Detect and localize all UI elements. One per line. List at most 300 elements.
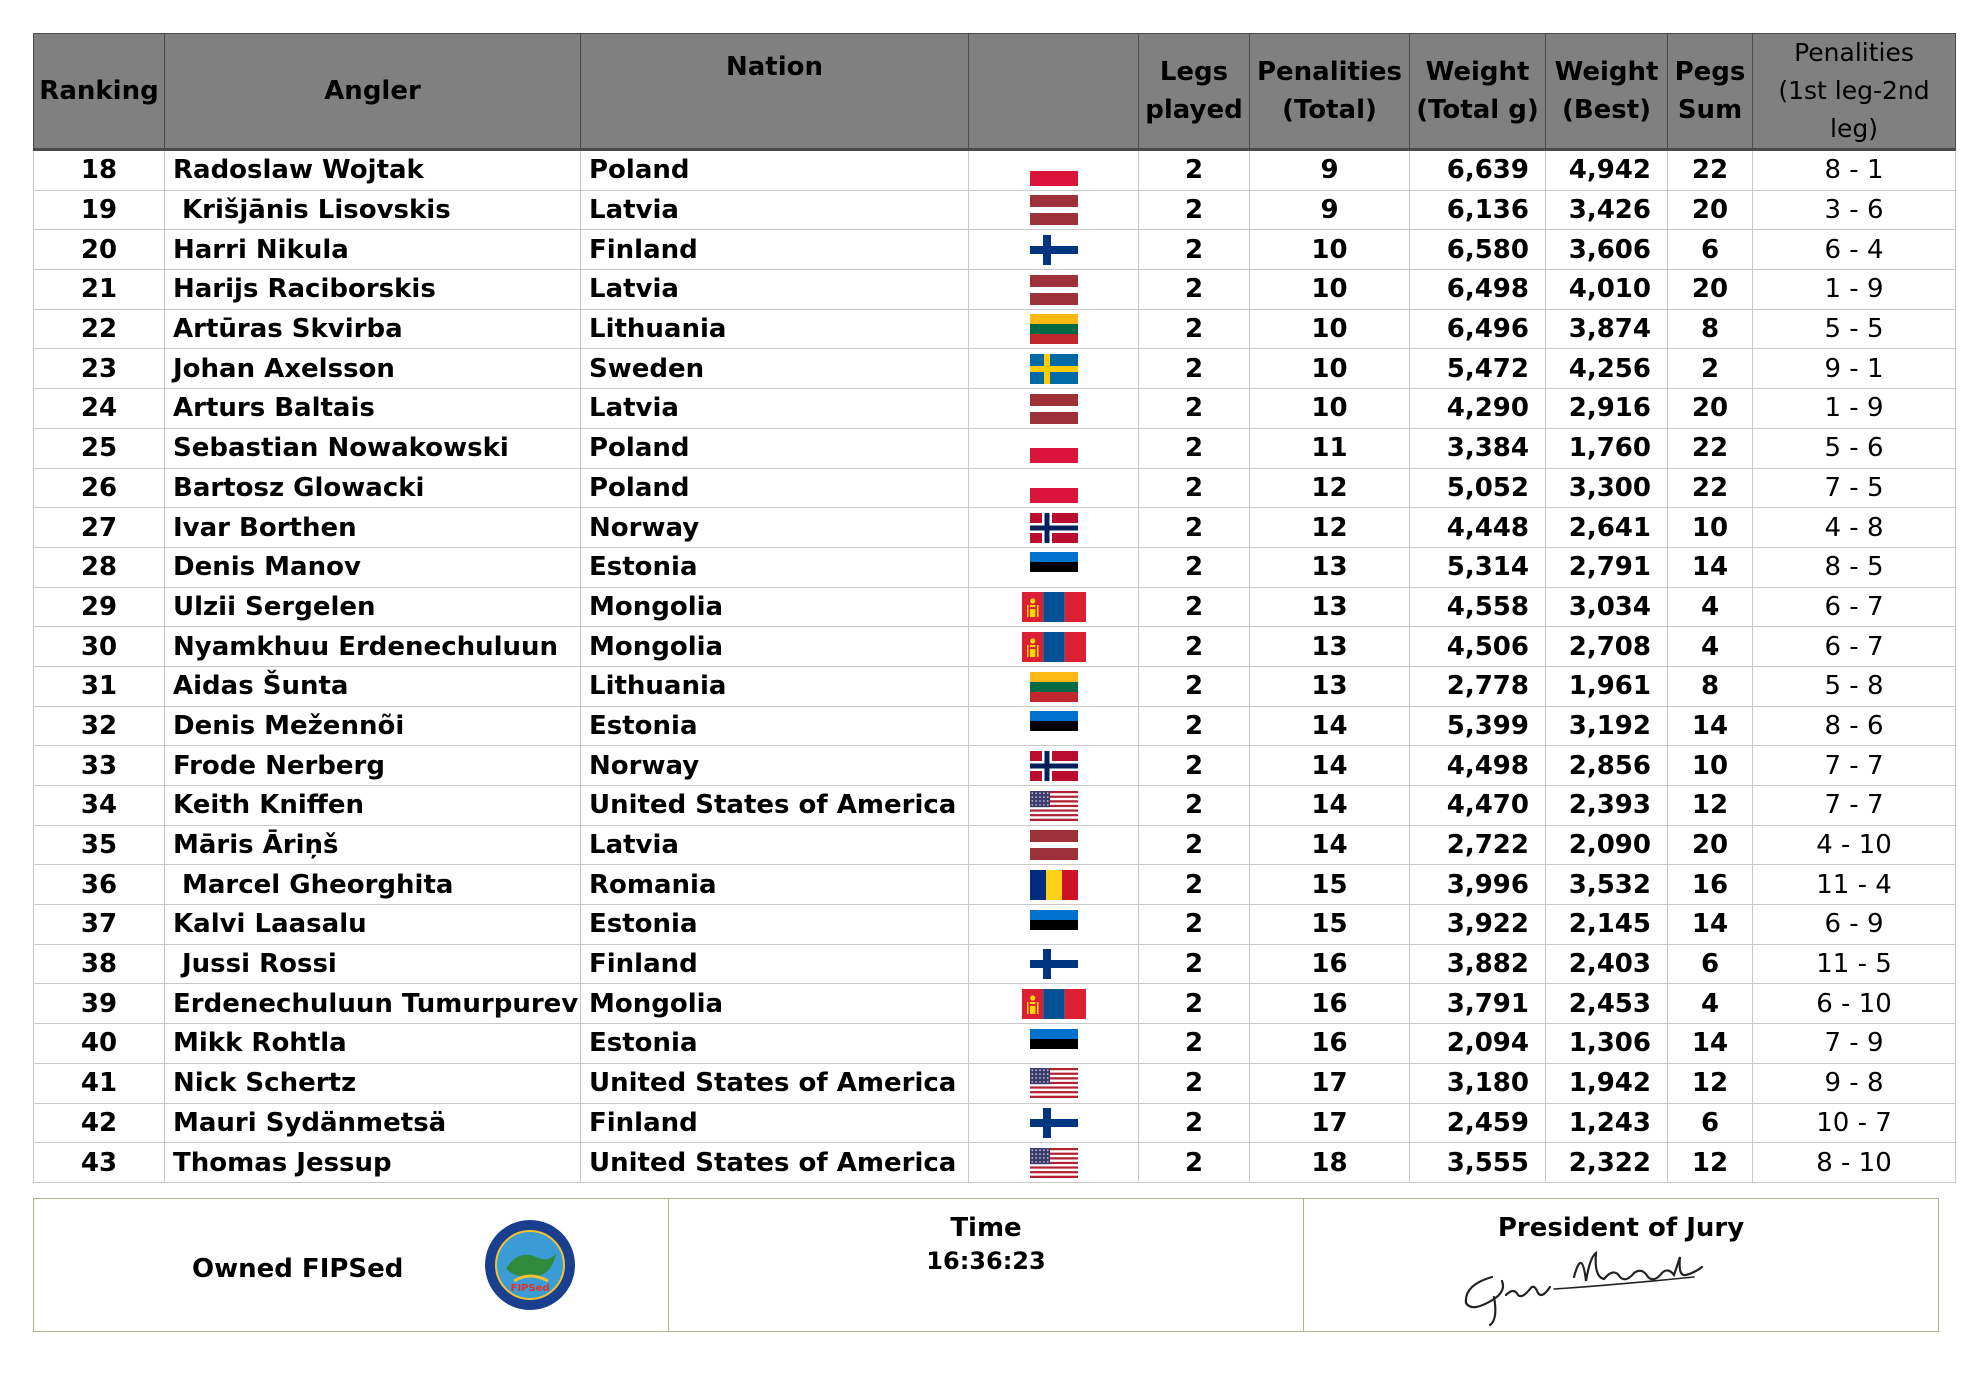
weight-total-cell: 4,290 (1410, 389, 1546, 429)
legs-played-cell: 2 (1139, 944, 1250, 984)
estonia-flag-icon (1030, 711, 1078, 741)
angler-cell: Māris Āriņš (165, 825, 581, 865)
rank-cell: 42 (34, 1103, 165, 1143)
header-wb-line2: (Best) (1561, 95, 1652, 125)
weight-total-cell: 4,470 (1410, 786, 1546, 826)
nation-cell: Finland (581, 230, 969, 270)
weight-total-cell: 4,498 (1410, 746, 1546, 786)
usa-flag-icon (1030, 1068, 1078, 1098)
rank-cell: 26 (34, 468, 165, 508)
header-weight-total (1410, 34, 1546, 150)
table-row (34, 150, 1956, 191)
nation-cell: Latvia (581, 190, 969, 230)
footer-time-cell (669, 1199, 1304, 1331)
table-row (34, 666, 1956, 706)
penalties-total-cell: 13 (1250, 587, 1410, 627)
header-pl-line1: Penalities (1794, 38, 1914, 67)
nation-cell: Sweden (581, 349, 969, 389)
flag-cell (969, 190, 1139, 230)
flag-cell (969, 1063, 1139, 1103)
nation-cell: United States of America (581, 1143, 969, 1183)
flag-cell (969, 706, 1139, 746)
header-wt-line2: (Total g) (1416, 95, 1539, 125)
pegs-sum-cell: 12 (1668, 786, 1753, 826)
weight-best-cell: 3,874 (1546, 309, 1668, 349)
penalties-legs-cell: 9 - 1 (1753, 349, 1956, 389)
table-row (34, 468, 1956, 508)
finland-flag-icon (1030, 949, 1078, 979)
penalties-legs-cell: 1 - 9 (1753, 389, 1956, 429)
table-row (34, 389, 1956, 429)
weight-total-cell: 6,498 (1410, 270, 1546, 310)
nation-cell: Latvia (581, 825, 969, 865)
pegs-sum-cell: 6 (1668, 230, 1753, 270)
angler-cell: Sebastian Nowakowski (165, 428, 581, 468)
weight-best-cell: 2,393 (1546, 786, 1668, 826)
pegs-sum-cell: 4 (1668, 627, 1753, 667)
flag-cell (969, 627, 1139, 667)
weight-best-cell: 1,760 (1546, 428, 1668, 468)
table-row (34, 428, 1956, 468)
nation-cell: Latvia (581, 389, 969, 429)
nation-cell: Estonia (581, 706, 969, 746)
flag-cell (969, 905, 1139, 945)
weight-total-cell: 6,496 (1410, 309, 1546, 349)
angler-cell: Nyamkhuu Erdenechuluun (165, 627, 581, 667)
usa-flag-icon (1030, 1148, 1078, 1178)
weight-best-cell: 4,010 (1546, 270, 1668, 310)
estonia-flag-icon (1030, 910, 1078, 940)
penalties-total-cell: 16 (1250, 1024, 1410, 1064)
weight-best-cell: 2,916 (1546, 389, 1668, 429)
rank-cell: 31 (34, 666, 165, 706)
header-legs-played (1139, 34, 1250, 150)
pegs-sum-cell: 22 (1668, 428, 1753, 468)
penalties-total-cell: 15 (1250, 865, 1410, 905)
weight-total-cell: 3,791 (1410, 984, 1546, 1024)
penalties-total-cell: 14 (1250, 825, 1410, 865)
rank-cell: 22 (34, 309, 165, 349)
penalties-legs-cell: 6 - 4 (1753, 230, 1956, 270)
pegs-sum-cell: 22 (1668, 468, 1753, 508)
finland-flag-icon (1030, 235, 1078, 265)
legs-played-cell: 2 (1139, 706, 1250, 746)
usa-flag-icon (1030, 791, 1078, 821)
angler-cell: Artūras Skvirba (165, 309, 581, 349)
weight-best-cell: 3,300 (1546, 468, 1668, 508)
penalties-legs-cell: 7 - 7 (1753, 746, 1956, 786)
legs-played-cell: 2 (1139, 905, 1250, 945)
header-flag (969, 34, 1139, 150)
weight-total-cell: 3,996 (1410, 865, 1546, 905)
penalties-total-cell: 10 (1250, 349, 1410, 389)
angler-cell: Denis Mežennõi (165, 706, 581, 746)
rank-cell: 23 (34, 349, 165, 389)
nation-cell: Lithuania (581, 666, 969, 706)
table-row (34, 508, 1956, 548)
legs-played-cell: 2 (1139, 865, 1250, 905)
rank-cell: 39 (34, 984, 165, 1024)
legs-played-cell: 2 (1139, 468, 1250, 508)
angler-cell: Johan Axelsson (165, 349, 581, 389)
penalties-legs-cell: 5 - 6 (1753, 428, 1956, 468)
penalties-total-cell: 12 (1250, 508, 1410, 548)
weight-total-cell: 4,558 (1410, 587, 1546, 627)
nation-cell: Mongolia (581, 627, 969, 667)
legs-played-cell: 2 (1139, 786, 1250, 826)
time-value: 16:36:23 (926, 1247, 1046, 1275)
rank-cell: 21 (34, 270, 165, 310)
pegs-sum-cell: 8 (1668, 309, 1753, 349)
nation-cell: Poland (581, 468, 969, 508)
flag-cell (969, 349, 1139, 389)
penalties-total-cell: 10 (1250, 389, 1410, 429)
penalties-legs-cell: 1 - 9 (1753, 270, 1956, 310)
weight-total-cell: 3,555 (1410, 1143, 1546, 1183)
legs-played-cell: 2 (1139, 984, 1250, 1024)
pegs-sum-cell: 14 (1668, 547, 1753, 587)
rank-cell: 40 (34, 1024, 165, 1064)
nation-cell: United States of America (581, 786, 969, 826)
rank-cell: 41 (34, 1063, 165, 1103)
penalties-legs-cell: 6 - 7 (1753, 587, 1956, 627)
table-row (34, 944, 1956, 984)
weight-best-cell: 1,243 (1546, 1103, 1668, 1143)
weight-total-cell: 5,472 (1410, 349, 1546, 389)
angler-cell: Jussi Rossi (165, 944, 581, 984)
weight-best-cell: 4,942 (1546, 150, 1668, 191)
rank-cell: 36 (34, 865, 165, 905)
pegs-sum-cell: 20 (1668, 825, 1753, 865)
weight-total-cell: 3,384 (1410, 428, 1546, 468)
flag-cell (969, 786, 1139, 826)
legs-played-cell: 2 (1139, 190, 1250, 230)
poland-flag-icon (1030, 473, 1078, 503)
nation-cell: Estonia (581, 1024, 969, 1064)
weight-best-cell: 2,641 (1546, 508, 1668, 548)
legs-played-cell: 2 (1139, 666, 1250, 706)
penalties-total-cell: 12 (1250, 468, 1410, 508)
nation-cell: Norway (581, 508, 969, 548)
angler-cell: Mauri Sydänmetsä (165, 1103, 581, 1143)
flag-cell (969, 230, 1139, 270)
penalties-legs-cell: 6 - 10 (1753, 984, 1956, 1024)
angler-cell: Nick Schertz (165, 1063, 581, 1103)
legs-played-cell: 2 (1139, 508, 1250, 548)
flag-cell (969, 468, 1139, 508)
penalties-legs-cell: 11 - 4 (1753, 865, 1956, 905)
flag-cell (969, 547, 1139, 587)
mongolia-flag-icon (1022, 632, 1086, 662)
nation-cell: Lithuania (581, 309, 969, 349)
nation-cell: Mongolia (581, 587, 969, 627)
weight-total-cell: 4,506 (1410, 627, 1546, 667)
weight-total-cell: 4,448 (1410, 508, 1546, 548)
legs-played-cell: 2 (1139, 587, 1250, 627)
pegs-sum-cell: 6 (1668, 944, 1753, 984)
pegs-sum-cell: 10 (1668, 746, 1753, 786)
estonia-flag-icon (1030, 1029, 1078, 1059)
rank-cell: 24 (34, 389, 165, 429)
penalties-legs-cell: 3 - 6 (1753, 190, 1956, 230)
flag-cell (969, 389, 1139, 429)
nation-cell: Mongolia (581, 984, 969, 1024)
weight-total-cell: 6,580 (1410, 230, 1546, 270)
weight-total-cell: 2,094 (1410, 1024, 1546, 1064)
penalties-total-cell: 16 (1250, 944, 1410, 984)
pegs-sum-cell: 20 (1668, 389, 1753, 429)
rank-cell: 29 (34, 587, 165, 627)
header-pen-line2: (Total) (1282, 95, 1377, 125)
legs-played-cell: 2 (1139, 230, 1250, 270)
angler-cell: Marcel Gheorghita (165, 865, 581, 905)
weight-total-cell: 5,052 (1410, 468, 1546, 508)
header-pegs-line2: Sum (1677, 95, 1743, 125)
penalties-legs-cell: 5 - 5 (1753, 309, 1956, 349)
nation-cell: Latvia (581, 270, 969, 310)
weight-total-cell: 2,722 (1410, 825, 1546, 865)
weight-total-cell: 5,399 (1410, 706, 1546, 746)
weight-best-cell: 2,453 (1546, 984, 1668, 1024)
svg-text:FIPSed: FIPSed (510, 1283, 550, 1294)
weight-best-cell: 2,708 (1546, 627, 1668, 667)
finland-flag-icon (1030, 1108, 1078, 1138)
legs-played-cell: 2 (1139, 1024, 1250, 1064)
header-weight-best (1546, 34, 1668, 150)
legs-played-cell: 2 (1139, 349, 1250, 389)
weight-total-cell: 6,136 (1410, 190, 1546, 230)
penalties-total-cell: 10 (1250, 270, 1410, 310)
legs-played-cell: 2 (1139, 309, 1250, 349)
table-row (34, 746, 1956, 786)
table-row (34, 865, 1956, 905)
rank-cell: 19 (34, 190, 165, 230)
penalties-total-cell: 16 (1250, 984, 1410, 1024)
lithuania-flag-icon (1030, 314, 1078, 344)
penalties-total-cell: 15 (1250, 905, 1410, 945)
pegs-sum-cell: 6 (1668, 1103, 1753, 1143)
flag-cell (969, 309, 1139, 349)
angler-cell: Keith Kniffen (165, 786, 581, 826)
penalties-total-cell: 11 (1250, 428, 1410, 468)
time-label: Time (950, 1213, 1022, 1243)
legs-played-cell: 2 (1139, 627, 1250, 667)
flag-cell (969, 508, 1139, 548)
pegs-sum-cell: 22 (1668, 150, 1753, 191)
angler-cell: Aidas Šunta (165, 666, 581, 706)
flag-cell (969, 1143, 1139, 1183)
weight-total-cell: 3,882 (1410, 944, 1546, 984)
header-row (34, 34, 1956, 150)
latvia-flag-icon (1030, 195, 1078, 225)
penalties-legs-cell: 8 - 1 (1753, 150, 1956, 191)
angler-cell: Krišjānis Lisovskis (165, 190, 581, 230)
results-table (33, 33, 1956, 1183)
pegs-sum-cell: 8 (1668, 666, 1753, 706)
weight-best-cell: 3,606 (1546, 230, 1668, 270)
weight-best-cell: 3,532 (1546, 865, 1668, 905)
angler-cell: Denis Manov (165, 547, 581, 587)
legs-played-cell: 2 (1139, 270, 1250, 310)
flag-cell (969, 746, 1139, 786)
pegs-sum-cell: 14 (1668, 905, 1753, 945)
header-pegs-sum (1668, 34, 1753, 150)
rank-cell: 28 (34, 547, 165, 587)
angler-cell: Erdenechuluun Tumurpurev (165, 984, 581, 1024)
nation-cell: United States of America (581, 1063, 969, 1103)
weight-total-cell: 5,314 (1410, 547, 1546, 587)
latvia-flag-icon (1030, 275, 1078, 305)
rank-cell: 37 (34, 905, 165, 945)
penalties-legs-cell: 8 - 5 (1753, 547, 1956, 587)
legs-played-cell: 2 (1139, 1103, 1250, 1143)
angler-cell: Bartosz Glowacki (165, 468, 581, 508)
angler-cell: Harri Nikula (165, 230, 581, 270)
footer-panel (33, 1198, 1939, 1332)
header-angler: Angler (165, 34, 581, 150)
nation-cell: Finland (581, 1103, 969, 1143)
norway-flag-icon (1030, 513, 1078, 543)
table-row (34, 706, 1956, 746)
penalties-total-cell: 14 (1250, 706, 1410, 746)
penalties-total-cell: 18 (1250, 1143, 1410, 1183)
penalties-legs-cell: 7 - 7 (1753, 786, 1956, 826)
flag-cell (969, 865, 1139, 905)
weight-best-cell: 1,942 (1546, 1063, 1668, 1103)
angler-cell: Radoslaw Wojtak (165, 150, 581, 191)
nation-cell: Norway (581, 746, 969, 786)
flag-cell (969, 944, 1139, 984)
header-legs-line2: played (1145, 95, 1243, 125)
fipsed-logo-icon (484, 1219, 576, 1311)
table-row (34, 587, 1956, 627)
table-row (34, 230, 1956, 270)
penalties-total-cell: 17 (1250, 1103, 1410, 1143)
poland-flag-icon (1030, 156, 1078, 186)
signature-icon (1454, 1237, 1724, 1327)
angler-cell: Arturs Baltais (165, 389, 581, 429)
legs-played-cell: 2 (1139, 746, 1250, 786)
header-wt-line1: Weight (1425, 57, 1530, 87)
table-row (34, 1024, 1956, 1064)
lithuania-flag-icon (1030, 672, 1078, 702)
rank-cell: 33 (34, 746, 165, 786)
table-row (34, 905, 1956, 945)
results-body (34, 150, 1956, 1183)
weight-total-cell: 2,778 (1410, 666, 1546, 706)
flag-cell (969, 825, 1139, 865)
weight-total-cell: 3,922 (1410, 905, 1546, 945)
table-row (34, 786, 1956, 826)
penalties-total-cell: 13 (1250, 666, 1410, 706)
flag-cell (969, 587, 1139, 627)
penalties-total-cell: 10 (1250, 230, 1410, 270)
header-ranking: Ranking (34, 34, 165, 150)
weight-best-cell: 2,145 (1546, 905, 1668, 945)
penalties-legs-cell: 8 - 6 (1753, 706, 1956, 746)
table-row (34, 190, 1956, 230)
weight-total-cell: 2,459 (1410, 1103, 1546, 1143)
pegs-sum-cell: 2 (1668, 349, 1753, 389)
weight-best-cell: 2,856 (1546, 746, 1668, 786)
rank-cell: 25 (34, 428, 165, 468)
flag-cell (969, 270, 1139, 310)
legs-played-cell: 2 (1139, 389, 1250, 429)
mongolia-flag-icon (1022, 592, 1086, 622)
penalties-legs-cell: 7 - 9 (1753, 1024, 1956, 1064)
weight-best-cell: 3,426 (1546, 190, 1668, 230)
norway-flag-icon (1030, 751, 1078, 781)
rank-cell: 43 (34, 1143, 165, 1183)
pegs-sum-cell: 14 (1668, 1024, 1753, 1064)
table-row (34, 1143, 1956, 1183)
legs-played-cell: 2 (1139, 825, 1250, 865)
weight-total-cell: 6,639 (1410, 150, 1546, 191)
angler-cell: Ulzii Sergelen (165, 587, 581, 627)
penalties-total-cell: 17 (1250, 1063, 1410, 1103)
weight-best-cell: 1,306 (1546, 1024, 1668, 1064)
pegs-sum-cell: 20 (1668, 190, 1753, 230)
romania-flag-icon (1030, 870, 1078, 900)
header-pen-line1: Penalities (1256, 57, 1403, 87)
angler-cell: Kalvi Laasalu (165, 905, 581, 945)
weight-best-cell: 3,034 (1546, 587, 1668, 627)
legs-played-cell: 2 (1139, 1143, 1250, 1183)
nation-cell: Poland (581, 150, 969, 191)
angler-cell: Mikk Rohtla (165, 1024, 581, 1064)
penalties-total-cell: 9 (1250, 190, 1410, 230)
sweden-flag-icon (1030, 354, 1078, 384)
table-row (34, 270, 1956, 310)
header-wb-line1: Weight (1554, 57, 1659, 87)
weight-best-cell: 2,403 (1546, 944, 1668, 984)
pegs-sum-cell: 4 (1668, 587, 1753, 627)
table-row (34, 349, 1956, 389)
penalties-legs-cell: 4 - 10 (1753, 825, 1956, 865)
table-row (34, 547, 1956, 587)
penalties-legs-cell: 6 - 7 (1753, 627, 1956, 667)
nation-cell: Poland (581, 428, 969, 468)
footer-president-cell (1304, 1199, 1938, 1331)
nation-cell: Estonia (581, 905, 969, 945)
rank-cell: 35 (34, 825, 165, 865)
penalties-legs-cell: 5 - 8 (1753, 666, 1956, 706)
legs-played-cell: 2 (1139, 547, 1250, 587)
legs-played-cell: 2 (1139, 428, 1250, 468)
angler-cell: Harijs Raciborskis (165, 270, 581, 310)
mongolia-flag-icon (1022, 989, 1086, 1019)
president-label: President of Jury (1497, 1213, 1745, 1243)
footer-owned-cell (34, 1199, 669, 1331)
penalties-total-cell: 14 (1250, 786, 1410, 826)
weight-best-cell: 2,791 (1546, 547, 1668, 587)
header-penalties-total (1250, 34, 1410, 150)
table-row (34, 1103, 1956, 1143)
flag-cell (969, 666, 1139, 706)
weight-total-cell: 3,180 (1410, 1063, 1546, 1103)
flag-cell (969, 1024, 1139, 1064)
table-row (34, 627, 1956, 667)
penalties-legs-cell: 8 - 10 (1753, 1143, 1956, 1183)
header-legs-line1: Legs (1159, 57, 1229, 87)
poland-flag-icon (1030, 433, 1078, 463)
latvia-flag-icon (1030, 830, 1078, 860)
pegs-sum-cell: 4 (1668, 984, 1753, 1024)
rank-cell: 27 (34, 508, 165, 548)
rank-cell: 32 (34, 706, 165, 746)
rank-cell: 30 (34, 627, 165, 667)
legs-played-cell: 2 (1139, 1063, 1250, 1103)
